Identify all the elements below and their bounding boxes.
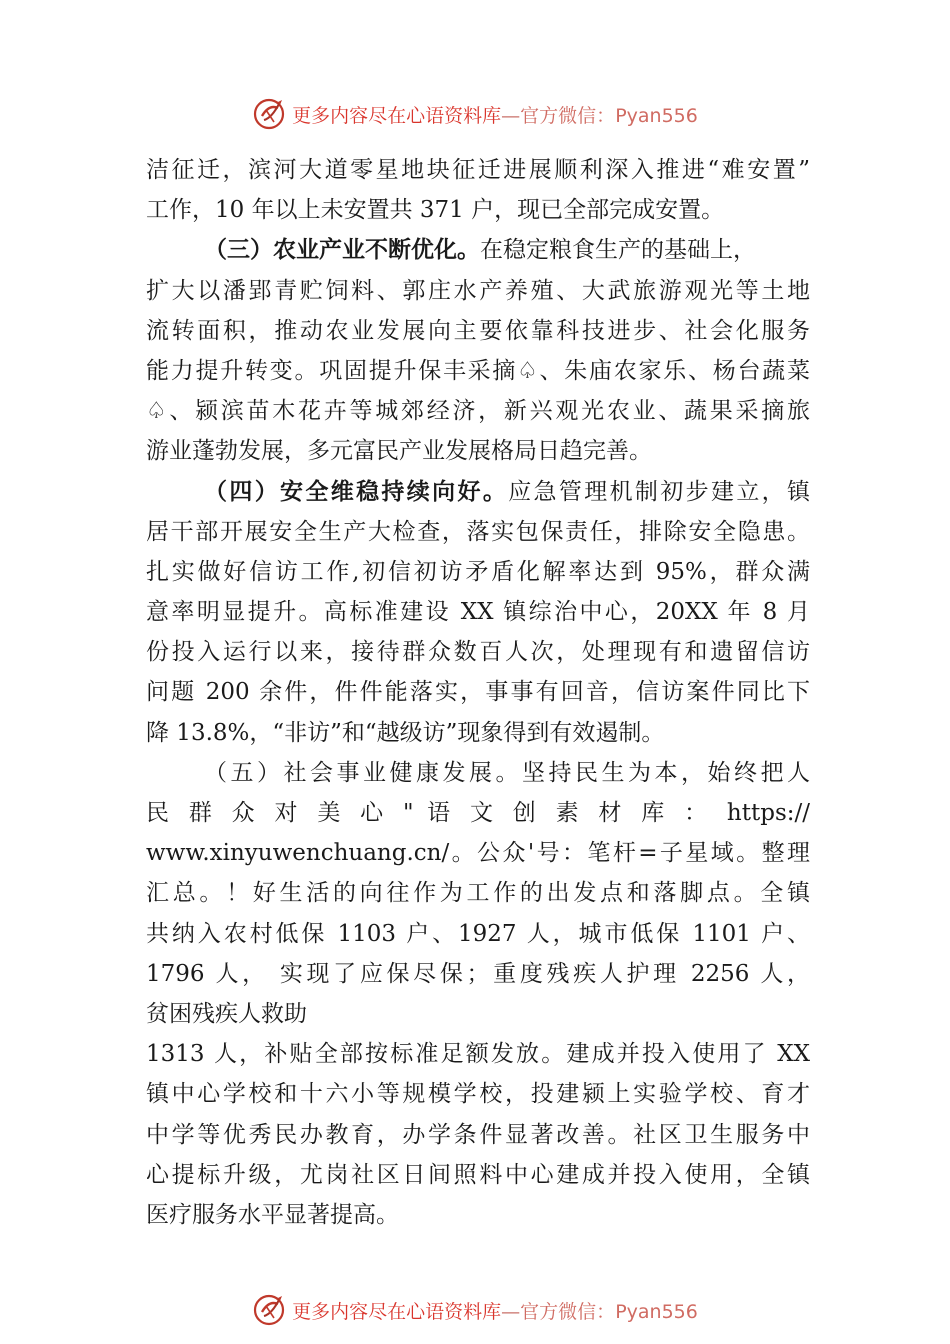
text-line [146, 552, 810, 592]
text-line [146, 1195, 810, 1235]
line-text: 降 13.8%，“非访”和“越级访”现象得到有效遏制。 [146, 719, 665, 746]
line-text: 扩大以潘郢青贮饲料、郭庄水产养殖、大武旅游观光等土地 [146, 277, 810, 304]
text-line [146, 1074, 810, 1114]
text-line [146, 632, 810, 672]
text-line [146, 793, 810, 833]
text-line [146, 1115, 810, 1155]
line-text: 1796 人， 实现了应保尽保；重度残疾人护理 2256 人， [146, 960, 810, 987]
line-text: 份投入运行以来，接待群众数百人次，处理现有和遗留信访 [146, 639, 810, 666]
text-line [146, 672, 810, 712]
text-line [146, 713, 810, 753]
text-line [146, 954, 810, 994]
line-text: （五）社会事业健康发展。坚持民生为本，始终把人 [204, 759, 810, 786]
header-watermark [0, 94, 950, 134]
text-line [146, 190, 810, 230]
section-heading: （四）安全维稳持续向好。 [204, 477, 509, 505]
line-text: 流转面积，推动农业发展向主要依靠科技进步、社会化服务 [146, 317, 810, 344]
line-text: 镇中心学校和十六小等规模学校，投建颍上实验学校、育才 [146, 1081, 810, 1108]
library-logo-icon [252, 1292, 288, 1328]
text-line [146, 512, 810, 552]
text-line [146, 592, 810, 632]
line-text: 工作，10 年以上未安置共 371 户，现已全部完成安置。 [146, 197, 725, 224]
line-text: 中学等优秀民办教育，办学条件显著改善。社区卫生服务中 [146, 1121, 810, 1148]
line-text: 贫困残疾人救助 [146, 1000, 307, 1027]
line-text: ♤、颍滨苗木花卉等城郊经济，新兴观光农业、蔬果采摘旅 [146, 398, 810, 425]
footer-watermark [0, 1290, 950, 1330]
line-text: 扎实做好信访工作,初信初访矛盾化解率达到 95%，群众满 [146, 558, 810, 585]
line-text: 能力提升转变。巩固提升保丰采摘♤、朱庙农家乐、杨台蔬菜 [146, 357, 810, 384]
line-text: 意率明显提升。高标准建设 XX 镇综治中心，20XX 年 8 月 [146, 599, 810, 626]
line-text: 心提标升级，尤岗社区日间照料中心建成并投入使用，全镇 [146, 1161, 810, 1188]
line-text: 应急管理机制初步建立，镇 [508, 478, 811, 505]
line-text: 在稳定粮食生产的基础上， [480, 237, 756, 264]
line-text: 居干部开展安全生产大检查，落实包保责任，排除安全隐患。 [146, 518, 810, 545]
document-body [146, 150, 810, 1235]
line-text: 1313 人，补贴全部按标准足额发放。建成并投入使用了 XX [146, 1041, 810, 1068]
line-text: 医疗服务水平显著提高。 [146, 1201, 399, 1228]
text-line [146, 431, 810, 471]
line-text: 汇总。！好生活的向往作为工作的出发点和落脚点。全镇 [146, 880, 810, 907]
text-line [146, 753, 810, 793]
line-text: www.xinyuwenchuang.cn/。公众'号：笔杆=子星域。整理 [146, 840, 810, 867]
text-line [146, 994, 810, 1034]
text-line [146, 271, 810, 311]
text-line [146, 391, 810, 431]
text-line [146, 150, 810, 190]
text-line [146, 914, 810, 954]
text-line [146, 1034, 810, 1074]
watermark-text: 更多内容尽在心语资料库—官方微信：Pyan556 [292, 1300, 698, 1323]
text-line [146, 833, 810, 873]
text-line [146, 311, 810, 351]
library-logo-icon [252, 96, 288, 132]
watermark-text: 更多内容尽在心语资料库—官方微信：Pyan556 [292, 104, 698, 127]
section-heading: （三）农业产业不断优化。 [204, 236, 480, 264]
line-text: 游业蓬勃发展，多元富民产业发展格局日趋完善。 [146, 438, 652, 465]
line-text: 民 群 众 对 美 心 " 语 文 创 素 材 库 ： https:// [146, 800, 810, 826]
line-text: 洁征迁，滨河大道零星地块征迁进展顺利深入推进“难安置” [146, 157, 810, 183]
text-line [146, 230, 810, 270]
text-line [146, 1155, 810, 1195]
text-line [146, 351, 810, 391]
line-text: 共纳入农村低保 1103 户、1927 人，城市低保 1101 户、 [146, 920, 810, 947]
line-text: 问题 200 余件，件件能落实，事事有回音，信访案件同比下 [146, 679, 810, 706]
text-line [146, 873, 810, 913]
text-line [146, 472, 810, 512]
